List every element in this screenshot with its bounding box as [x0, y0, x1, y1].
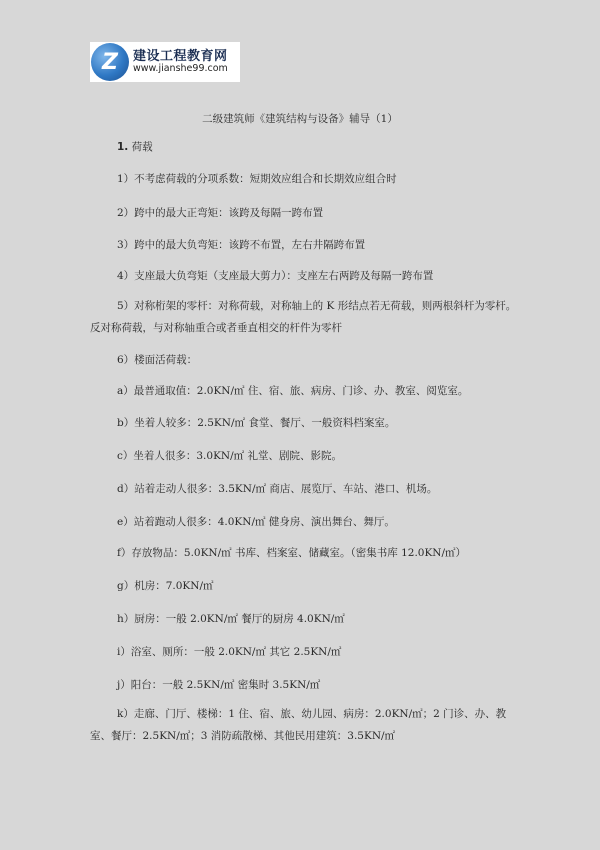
paragraph-6: 6）楼面活荷载： [117, 354, 198, 366]
paragraph-4: 4）支座最大负弯矩（支座最大剪力）：支座左右两跨及每隔一跨布置 [117, 270, 434, 282]
paragraph-6b: b）坐着人较多：2.5KN/㎡ 食堂、餐厅、一般资料档案室。 [117, 417, 396, 429]
paragraph-6i: i）浴室、厕所：一般 2.0KN/㎡ 其它 2.5KN/㎡ [117, 646, 342, 658]
paragraph-6g: g）机房：7.0KN/㎡ [117, 580, 214, 592]
paragraph-2: 2）跨中的最大正弯矩：该跨及每隔一跨布置 [117, 207, 324, 219]
logo-site-name: 建设工程教育网 [133, 48, 228, 64]
logo-text-block [133, 50, 228, 75]
paragraph-3: 3）跨中的最大负弯矩：该跨不布置，左右井隔跨布置 [117, 239, 366, 251]
paragraph-1: 1）不考虑荷载的分项系数：短期效应组合和长期效应组合时 [117, 173, 397, 185]
section-label: 荷载 [131, 141, 153, 153]
section-number: 1. [117, 141, 129, 153]
paragraph-6f: f）存放物品：5.0KN/㎡ 书库、档案室、储藏室。（密集书库 12.0KN/㎡） [117, 547, 467, 559]
site-logo[interactable] [90, 42, 240, 82]
paragraph-6e: e）站着跑动人很多：4.0KN/㎡ 健身房、演出舞台、舞厅。 [117, 516, 395, 528]
section-heading [117, 139, 537, 154]
paragraph-6a: a）最普通取值：2.0KN/㎡ 住、宿、旅、病房、门诊、办、教室、阅览室。 [117, 385, 469, 397]
document-title: 二级建筑师《建筑结构与设备》辅导（1） [202, 113, 398, 125]
paragraph-6h: h）厨房：一般 2.0KN/㎡ 餐厅的厨房 4.0KN/㎡ [117, 613, 345, 625]
paragraph-6j: j）阳台：一般 2.5KN/㎡ 密集时 3.5KN/㎡ [117, 679, 321, 691]
paragraph-6c: c）坐着人很多：3.0KN/㎡ 礼堂、剧院、影院。 [117, 450, 342, 462]
paragraph-5: 5）对称桁架的零杆：对称荷载，对称轴上的 K 形结点若无荷载，则两根斜杆为零杆。反对称荷载，与对称轴重合或者垂直相交的杆件为零杆 [90, 300, 517, 334]
paragraph-6d: d）站着走动人很多：3.5KN/㎡ 商店、展览厅、车站、港口、机场。 [117, 483, 438, 495]
paragraph-6k: k）走廊、门厅、楼梯：1 住、宿、旅、幼儿园、病房：2.0KN/㎡；2 门诊、办、教室、餐厅：2.5KN/㎡；3 消防疏散梯、其他民用建筑：3.5KN/㎡ [90, 708, 507, 742]
logo-emblem-icon: Z [91, 43, 129, 81]
logo-site-url: www.jianshe99.com [133, 62, 228, 74]
